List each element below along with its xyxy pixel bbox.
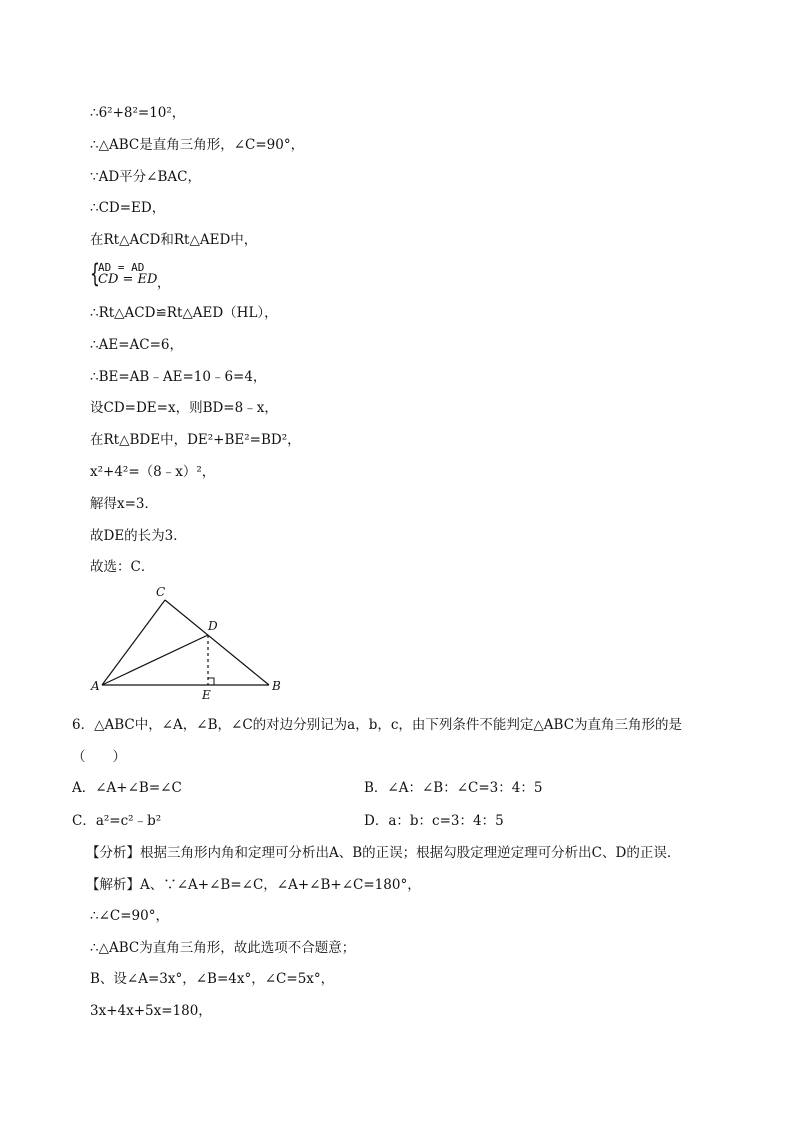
explanation-line-2: ∴∠C=90°， bbox=[90, 908, 169, 924]
explanation-line-1: 【解析】A、∵∠A+∠B=∠C，∠A+∠B+∠C=180°， bbox=[86, 877, 421, 893]
segment-ad bbox=[102, 635, 208, 685]
option-a: A．∠A+∠B=∠C bbox=[72, 780, 182, 796]
analysis-text: 【分析】根据三角形内角和定理可分析出A、B的正误；根据勾股定理逆定理可分析出C、D的正误． bbox=[86, 845, 681, 861]
option-d: D．a：b：c=3：4：5 bbox=[364, 813, 504, 829]
segment-ac bbox=[102, 600, 165, 685]
solution-line-11: x²+4²=（8﹣x）²， bbox=[90, 464, 216, 480]
solution-line-9: 设CD=DE=x，则BD=8﹣x， bbox=[90, 400, 278, 416]
solution-line-2: ∴△ABC是直角三角形，∠C=90°， bbox=[90, 137, 305, 153]
label-d: D bbox=[208, 619, 218, 633]
label-c: C bbox=[156, 585, 166, 599]
option-b: B．∠A：∠B：∠C=3：4：5 bbox=[364, 780, 543, 796]
label-e: E bbox=[202, 688, 211, 702]
label-a: A bbox=[91, 679, 100, 693]
solution-line-3: ∵AD平分∠BAC， bbox=[90, 169, 201, 185]
question-6-stem: 6．△ABC中，∠A，∠B，∠C的对边分别记为a，b，c，由下列条件不能判定△ABC为直角三角形的是 bbox=[72, 717, 683, 733]
system-tail: ， bbox=[157, 276, 171, 291]
segment-cb bbox=[165, 600, 269, 685]
solution-line-8: ∴BE=AB﹣AE=10﹣6=4， bbox=[90, 369, 267, 385]
solution-line-12: 解得x=3． bbox=[90, 496, 159, 512]
option-c: C．a²=c²﹣b² bbox=[72, 813, 162, 829]
solution-line-10: 在Rt△BDE中，DE²+BE²=BD²， bbox=[90, 432, 301, 448]
explanation-line-3: ∴△ABC为直角三角形，故此选项不合题意； bbox=[90, 940, 356, 956]
triangle-figure bbox=[88, 582, 298, 702]
explanation-line-4: B、设∠A=3x°，∠B=4x°，∠C=5x°， bbox=[90, 971, 335, 987]
solution-line-14: 故选：C． bbox=[90, 559, 155, 575]
question-6-stem-blank: （ ） bbox=[72, 749, 126, 765]
solution-line-4: ∴CD=ED， bbox=[90, 200, 166, 216]
solution-line-1: ∴6²+8²=10²， bbox=[90, 105, 186, 121]
solution-line-5: 在Rt△ACD和Rt△AED中， bbox=[90, 232, 258, 248]
label-b: B bbox=[272, 679, 281, 693]
right-angle-mark bbox=[208, 678, 214, 685]
system-row-1: AD = AD bbox=[98, 261, 145, 274]
system-brace: { bbox=[90, 259, 100, 289]
explanation-line-5: 3x+4x+5x=180， bbox=[90, 1003, 212, 1019]
solution-line-7: ∴AE=AC=6， bbox=[90, 337, 183, 353]
system-row-2: CD = ED bbox=[98, 272, 158, 287]
solution-line-6: ∴Rt△ACD≌Rt△AED（HL）， bbox=[90, 305, 278, 321]
solution-line-13: 故DE的长为3． bbox=[90, 528, 187, 544]
